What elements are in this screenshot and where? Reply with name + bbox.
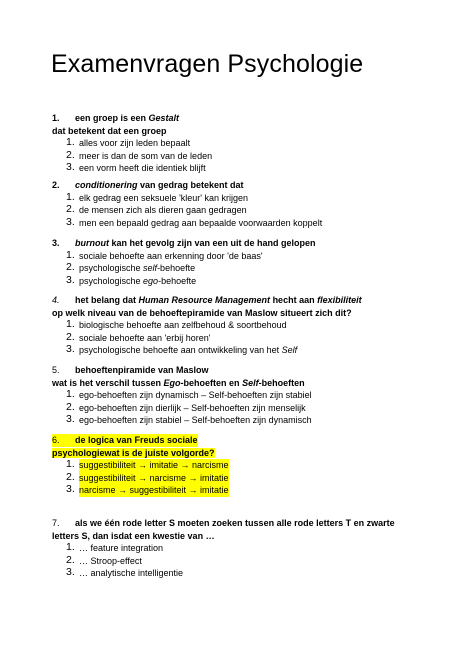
question-4 <box>52 294 452 357</box>
option-item: 3. een vorm heeft die identiek blijft <box>66 161 206 174</box>
options-list <box>52 542 452 580</box>
question-1 <box>52 112 452 175</box>
option-item <box>52 459 452 472</box>
option-item: 3. psychologische behoefte aan ontwikkeling van het Self <box>66 343 298 356</box>
question-1-line2: dat betekent dat een groep <box>52 125 167 136</box>
question-4-line2: op welk niveau van de behoeftepiramide van Maslow situeert zich dit? <box>52 307 352 318</box>
option-item: 1. biologische behoefte aan zelfbehoud & soortbehoud <box>66 318 287 331</box>
option-item: 3. … analytische intelligentie <box>66 566 184 579</box>
options-list <box>52 137 452 175</box>
highlight: psychologiewat is de juiste volgorde? <box>52 447 215 458</box>
question-number: 3. <box>52 238 60 248</box>
question-5-line1: 5. behoeftenpiramide van Maslow <box>52 365 209 375</box>
question-7-line2: letters S, dan isdat een kwestie van … <box>52 530 215 541</box>
options-list <box>52 319 452 357</box>
question-4-line1: 4. het belang dat Human Resource Management hecht aan flexibiliteit <box>52 295 362 305</box>
option-item: 1. alles voor zijn leden bepaalt <box>66 136 191 149</box>
question-6-line1 <box>52 434 452 447</box>
highlight: 3. narcisme → suggestibiliteit → imitatie <box>66 483 229 496</box>
option-item: 3. psychologische ego-behoefte <box>66 273 197 286</box>
question-6 <box>52 434 452 497</box>
option-item: 2. ego-behoeften zijn dierlijk – Self-behoeften zijn menselijk <box>66 400 306 413</box>
option-item: 1. … feature integration <box>66 541 164 554</box>
option-item: 2. … Stroop-effect <box>66 553 142 566</box>
highlight: 6. de logica van Freuds sociale <box>52 435 198 445</box>
option-item: 2. de mensen zich als dieren gaan gedragen <box>66 203 247 216</box>
option-item <box>52 484 452 497</box>
question-number: 5. <box>52 365 60 375</box>
question-5 <box>52 364 452 427</box>
document-title: Examenvragen Psychologie <box>51 50 364 78</box>
question-number: 4. <box>52 295 60 305</box>
question-number: 2. <box>52 180 60 190</box>
highlight: 2. suggestibiliteit → narcisme → imitatie <box>66 470 229 483</box>
question-number: 6. <box>52 435 60 445</box>
question-2-line1: 2. conditionering van gedrag betekent dat <box>52 180 244 190</box>
question-number: 7. <box>52 518 60 528</box>
options-list <box>52 389 452 427</box>
option-item: 3. ego-behoeften zijn stabiel – Self-behoeften zijn dynamisch <box>66 413 312 426</box>
question-5-line2: wat is het verschil tussen Ego-behoeften en Self-behoeften <box>52 377 305 388</box>
question-number: 1. <box>52 113 60 123</box>
option-item: 3. men een bepaald gedrag aan bepaalde voorwaarden koppelt <box>66 215 323 228</box>
highlight: 1. suggestibiliteit → imitatie → narcisme <box>66 458 229 471</box>
option-item <box>52 472 452 485</box>
options-list <box>52 250 452 288</box>
option-item: 1. elk gedrag een seksuele 'kleur' kan krijgen <box>66 190 249 203</box>
question-7 <box>52 517 452 580</box>
options-list <box>52 192 452 230</box>
option-item: 1. sociale behoefte aan erkenning door 'de baas' <box>66 248 263 261</box>
option-item: 1. ego-behoeften zijn dynamisch – Self-behoeften zijn stabiel <box>66 388 312 401</box>
question-7-line1: 7. als we één rode letter S moeten zoeken tussen alle rode letters T en zwarte <box>52 518 395 528</box>
option-item: 2. meer is dan de som van de leden <box>66 148 213 161</box>
option-item: 2. sociale behoefte aan 'erbij horen' <box>66 330 211 343</box>
option-item: 2. psychologische self-behoefte <box>66 261 196 274</box>
question-3 <box>52 237 452 287</box>
question-6-line2 <box>52 447 452 460</box>
question-1-line1: 1. een groep is een Gestalt <box>52 113 180 123</box>
question-3-line1: 3. burnout kan het gevolg zijn van een uit de hand gelopen <box>52 238 316 248</box>
question-2 <box>52 179 452 229</box>
options-list <box>52 459 452 497</box>
